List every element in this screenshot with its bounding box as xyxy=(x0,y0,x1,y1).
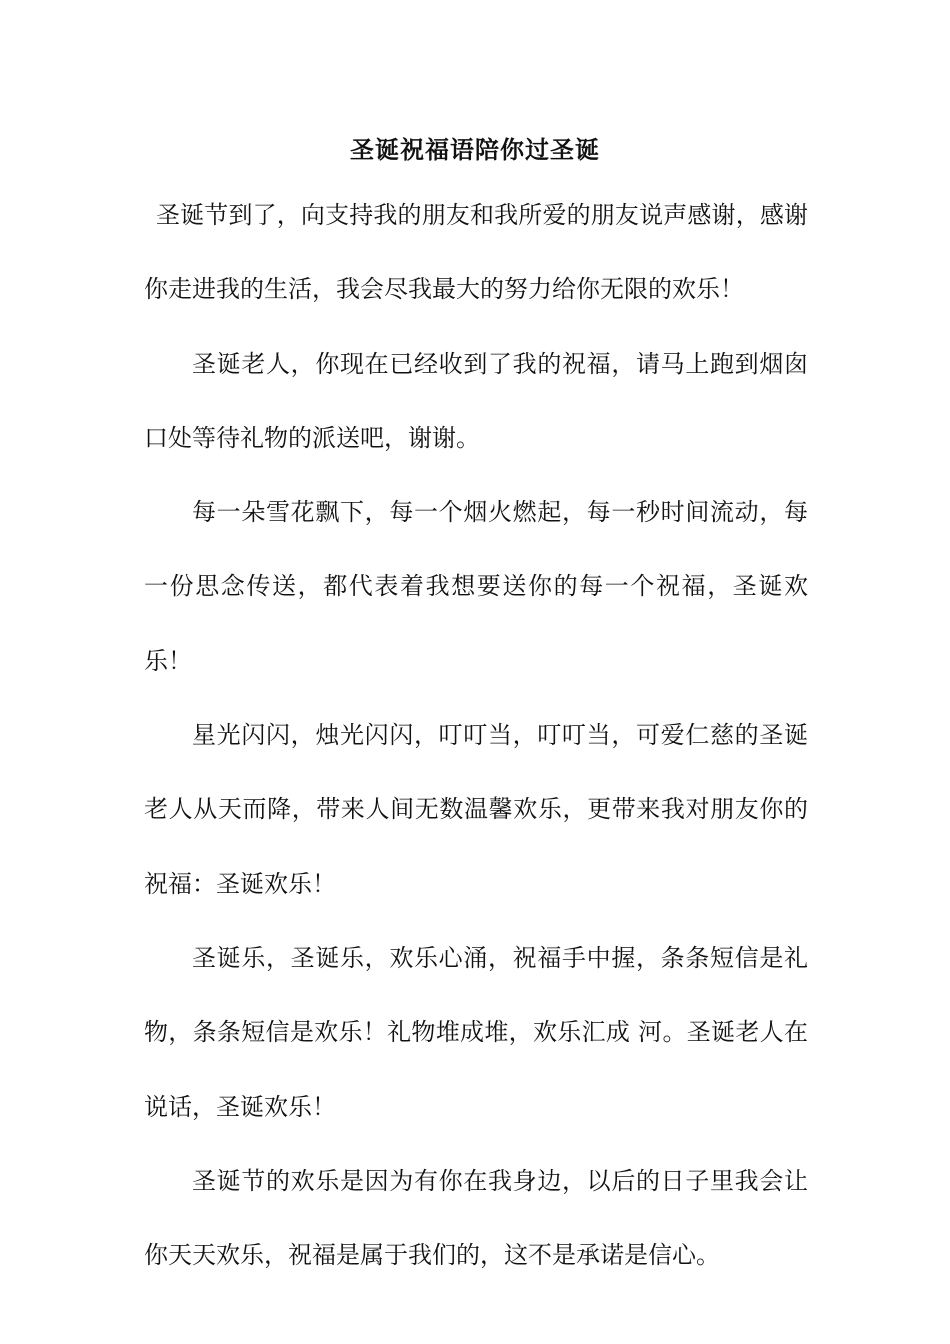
paragraph-4: 星光闪闪，烛光闪闪，叮叮当，叮叮当，可爱仁慈的圣诞老人从天而降，带来人间无数温馨欢乐，更带来我对朋友你的祝福：圣诞欢乐！ xyxy=(144,721,808,898)
paragraph-3: 每一朵雪花飘下，每一个烟火燃起，每一秒时间流动，每一份思念传送，都代表着我想要送你的每一个祝福，圣诞欢乐！ xyxy=(144,498,808,675)
paragraph-2: 圣诞老人，你现在已经收到了我的祝福，请马上跑到烟囱口处等待礼物的派送吧，谢谢。 xyxy=(144,349,808,452)
paragraph-1: 圣诞节到了，向支持我的朋友和我所爱的朋友说声感谢，感谢你走进我的生活，我会尽我最大的努力给你无限的欢乐！ xyxy=(144,201,808,304)
document-title: 圣诞祝福语陪你过圣诞 xyxy=(350,135,600,164)
paragraph-5: 圣诞乐，圣诞乐，欢乐心涌，祝福手中握，条条短信是礼物，条条短信是欢乐！礼物堆成堆，欢乐汇成 河。圣诞老人在说话，圣诞欢乐！ xyxy=(144,943,808,1121)
document-body xyxy=(144,178,808,1292)
paragraph-6: 圣诞节的欢乐是因为有你在我身边，以后的日子里我会让你天天欢乐，祝福是属于我们的，这不是承诺是信心。 xyxy=(144,1166,808,1270)
